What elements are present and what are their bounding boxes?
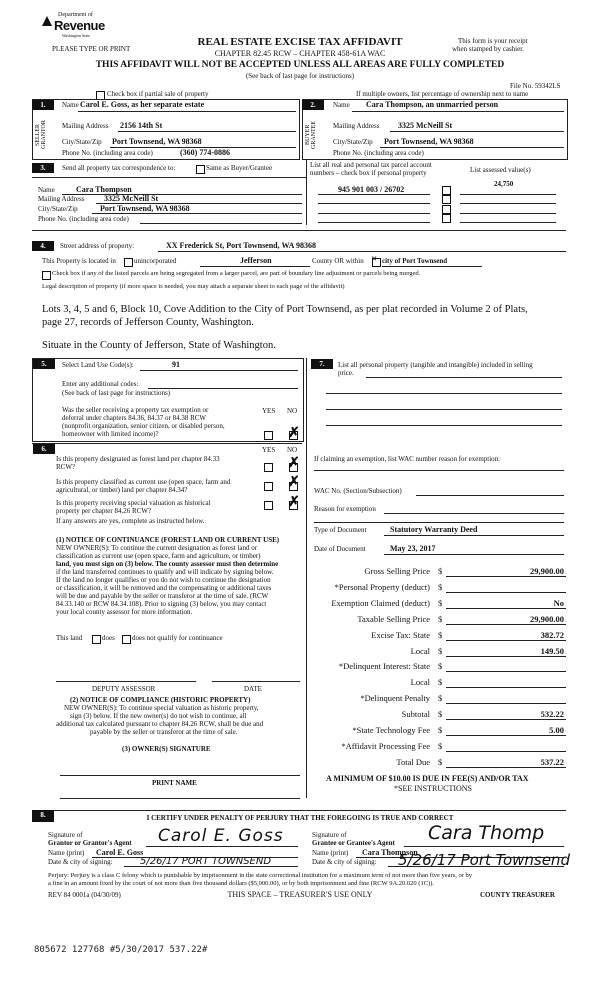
rev-number: REV 84 0001a (04/30/09) <box>48 891 121 899</box>
wac-number-label: WAC No. (Section/Subsection) <box>314 487 402 495</box>
buyer-name-value[interactable]: Cara Thompson, an unmarried person <box>366 100 499 109</box>
fee-value[interactable]: 537.22 <box>540 757 564 767</box>
exemption-yes-checkbox[interactable] <box>264 431 273 440</box>
print-name-label: PRINT NAME <box>152 779 197 787</box>
seller-city-value[interactable]: Port Townsend, WA 98368 <box>112 137 202 146</box>
notice-continuance-line-2: classification as current use (open space, farm and agriculture, or timber) <box>56 552 261 560</box>
notice-continuance-line-6: or classification, it will be removed and the compensating or additional taxes <box>56 584 272 592</box>
fee-dollar-sign: $ <box>438 757 443 767</box>
fee-dollar-sign: $ <box>438 630 443 640</box>
correspondence-phone-label: Phone No. (including area code) <box>38 215 129 223</box>
fee-label: *Delinquent Interest: State <box>338 661 430 671</box>
fee-dollar-sign: $ <box>438 582 443 592</box>
current-use-question-b: agricultural, or timber) land per chapter 84.34? <box>56 486 188 494</box>
section-5-see-back: (See back of last page for instructions) <box>62 389 171 397</box>
grantor-date-city-label: Date & city of signing: <box>48 858 113 866</box>
land-does-label-1: This land <box>56 634 83 642</box>
section-5-yes-header: YES <box>262 407 276 415</box>
fee-value[interactable]: No <box>553 598 564 608</box>
forest-question-a: Is this property designated as forest land per chapter 84.33 <box>56 455 220 463</box>
fee-dollar-sign: $ <box>438 566 443 576</box>
grantee-signature-of: Signature of <box>312 831 347 839</box>
section-5-no-header: NO <box>287 407 298 415</box>
see-instructions-notice: *SEE INSTRUCTIONS <box>394 784 473 793</box>
logo-state: Washington State <box>62 33 91 38</box>
fee-dollar-sign: $ <box>438 693 443 703</box>
file-number: File No. 59342LS <box>510 82 561 90</box>
current-use-no-check-icon: ✗ <box>288 475 300 490</box>
county-treasurer-label: COUNTY TREASURER <box>480 891 555 899</box>
historic-yes-checkbox[interactable] <box>264 501 273 510</box>
multiple-owners-label: If multiple owners, list percentage of ownership next to name <box>356 90 529 98</box>
assessed-value[interactable]: 24,750 <box>494 180 514 188</box>
fee-label: *Personal Property (deduct) <box>334 582 430 592</box>
current-use-question-a: Is this property classified as current use (open space, farm and <box>56 478 231 486</box>
notice-continuance-line-8: 84.33.140 or RCW 84.34.108). Prior to signing (3) below, you may contact <box>56 600 267 608</box>
located-in-label: This Property is located in <box>42 257 116 265</box>
document-type-label: Type of Document <box>314 526 367 534</box>
notice-continuance-line-9: your local county assessor for more information. <box>56 608 193 616</box>
notice-continuance-line-5: If the land no longer qualifies or you do not wish to continue the designation <box>56 576 271 584</box>
section-4-label: 4. <box>32 241 54 251</box>
seller-mailing-label: Mailing Address <box>62 122 109 130</box>
grantee-signature[interactable]: Cara Thomp <box>428 822 545 844</box>
unincorporated-checkbox[interactable] <box>124 258 133 267</box>
forest-no-check-icon: ✗ <box>288 456 300 471</box>
correspondence-mailing-label: Mailing Address <box>38 195 85 203</box>
fee-dollar-sign: $ <box>438 725 443 735</box>
please-type-text: PLEASE TYPE OR PRINT <box>52 45 131 53</box>
certify-statement: I CERTIFY UNDER PENALTY OF PERJURY THAT THE FOREGOING IS TRUE AND CORRECT <box>146 814 454 822</box>
grantee-date-city-label: Date & city of signing: <box>312 858 377 866</box>
section-2-label: 2. <box>302 100 324 110</box>
revenue-logo <box>40 12 105 38</box>
form-warning: THIS AFFIDAVIT WILL NOT BE ACCEPTED UNLESS ALL AREAS ARE FULLY COMPLETED <box>95 60 505 70</box>
parcel-4-personal-checkbox[interactable] <box>442 214 451 223</box>
partial-sale-label: Check box if partial sale of property <box>107 90 209 98</box>
notice-compliance-line-4: payable by the seller or transferor at the time of sale. <box>90 728 238 736</box>
fee-dollar-sign: $ <box>438 614 443 624</box>
correspondence-label: Send all property tax correspondence to: <box>62 164 176 172</box>
fee-label: *Affidavit Processing Fee <box>341 741 430 751</box>
exemption-no-check-icon: ✗ <box>288 426 300 441</box>
receipt-note-1: This form is your receipt <box>458 37 528 45</box>
personal-property-label-1: List all personal property (tangible and intangible) included in selling <box>338 361 533 369</box>
notice-continuance-line-3: land, you must sign on (3) below. The county assessor must then determine <box>56 560 279 568</box>
fee-value[interactable]: 29,900.00 <box>530 614 564 624</box>
fee-dollar-sign: $ <box>438 661 443 671</box>
minimum-fee-notice: A MINIMUM OF $10.00 IS DUE IN FEE(S) AND/OR TAX <box>326 774 529 783</box>
land-use-label: Select Land Use Code(s): <box>62 361 134 369</box>
form-chapter: CHAPTER 82.45 RCW – CHAPTER 458-61A WAC <box>214 49 386 58</box>
seller-mailing-value[interactable]: 2156 14th St <box>120 121 163 130</box>
seller-phone-label: Phone No. (including area code) <box>62 149 153 157</box>
see-back-text: (See back of last page for instructions) <box>245 72 355 80</box>
grantee-name-print-value[interactable]: Cara Thompson <box>362 848 418 857</box>
land-does-checkbox[interactable] <box>92 635 101 644</box>
buyer-mailing-value[interactable]: 3325 McNeill St <box>398 121 453 130</box>
grantee-agent-label: Grantee or Grantee's Agent <box>312 839 395 847</box>
document-date-label: Date of Document <box>314 545 366 553</box>
grantor-handwritten-date-city[interactable]: 5/26/17 PORT TOWNSEND <box>140 856 272 867</box>
legal-description-label: Legal description of property (if more space is needed, you may attach a separate sheet to each page of the affidavit) <box>42 283 345 290</box>
section-7-label: 7. <box>311 359 333 369</box>
notice-compliance-line-1: NEW OWNER(S): To continue special valuation as historic property, <box>64 704 259 712</box>
forest-yes-checkbox[interactable] <box>264 463 273 472</box>
fee-label: Excise Tax: State <box>371 630 430 640</box>
seller-side-label: SELLER GRANTOR <box>35 120 47 150</box>
fee-label: *State Technology Fee <box>352 725 430 735</box>
fee-label: Local <box>410 646 430 656</box>
fee-label: Taxable Selling Price <box>357 614 430 624</box>
perjury-line-1: Perjury: Perjury is a class C felony which is punishable by imprisonment in the state correctional institution for a maximum term of not more than five years, or by <box>48 872 473 879</box>
historic-no-check-icon: ✗ <box>288 495 300 510</box>
parcel-2-personal-checkbox[interactable] <box>442 195 451 204</box>
grantor-name-print-value[interactable]: Carol E. Goss <box>96 848 144 857</box>
grantor-signature-of: Signature of <box>48 831 83 839</box>
section-6-label: 6. <box>33 444 55 454</box>
grantor-agent-label: Grantor or Grantor's Agent <box>48 839 132 847</box>
fee-value[interactable]: 149.50 <box>540 646 564 656</box>
assessed-header: List assessed value(s) <box>470 166 531 174</box>
section-6-yes-header: YES <box>262 446 276 454</box>
county-value[interactable]: Jefferson <box>240 256 272 265</box>
fee-label: Gross Selling Price <box>364 566 430 576</box>
buyer-side-label: BUYER GRANTEE <box>305 121 317 149</box>
notice-compliance-line-2: sign (3) below. If the new owner(s) do not wish to continue, all <box>70 712 247 720</box>
historic-question-a: Is this property receiving special valuation as historical <box>56 499 211 507</box>
correspondence-mailing-value[interactable]: 3325 McNeill St <box>104 194 159 203</box>
section-8-label: 8. <box>32 810 54 822</box>
section-3-label: 3. <box>32 163 54 173</box>
correspondence-city-value[interactable]: Port Townsend, WA 98368 <box>100 204 190 213</box>
seller-name-label: Name <box>62 101 79 109</box>
land-use-value[interactable]: 91 <box>172 360 180 369</box>
document-type-value[interactable]: Statutory Warranty Deed <box>390 525 478 534</box>
seller-phone-value[interactable]: (360) 774-0886 <box>180 148 230 157</box>
receipt-note-2: when stamped by cashier. <box>452 45 524 53</box>
logo-department: Department of <box>58 12 93 18</box>
fee-dollar-sign: $ <box>438 741 443 751</box>
exemption-question-line-1: Was the seller receiving a property tax exemption or <box>62 406 209 414</box>
fee-label: *Delinquent Penalty <box>360 693 430 703</box>
seller-name-value[interactable]: Carol E. Goss, as her separate estate <box>80 100 205 109</box>
section-1-label: 1. <box>32 100 54 110</box>
fee-dollar-sign: $ <box>438 677 443 687</box>
grantor-name-print-label: Name (print) <box>48 849 85 857</box>
additional-codes-label: Enter any additional codes: <box>62 380 139 388</box>
land-does-not-label: does not qualify for continuance <box>132 634 223 642</box>
parcel-header-1: List all real and personal tax parcel account <box>310 161 432 169</box>
section-6-no-header: NO <box>287 446 298 454</box>
exemption-wac-label: If claiming an exemption, list WAC number reason for exemption: <box>314 455 501 463</box>
perjury-line-2: a fine in an amount fixed by the court of not more than five thousand dollars ($5,000.00), or by both imprisonment and fine (RCW 9A.20.020 (1C)). <box>48 880 435 887</box>
form-title: REAL ESTATE EXCISE TAX AFFIDAVIT <box>197 36 403 48</box>
buyer-phone-label: Phone No. (including area code) <box>333 149 424 157</box>
owner-signature-label: (3) OWNER(S) SIGNATURE <box>122 745 211 753</box>
fee-label: Subtotal <box>401 709 430 719</box>
parcel-1-personal-checkbox[interactable] <box>442 186 451 195</box>
fee-value[interactable]: 5.00 <box>549 725 564 735</box>
unincorporated-label: unincorporated <box>134 257 177 265</box>
fee-dollar-sign: $ <box>438 709 443 719</box>
land-does-not-checkbox[interactable] <box>122 635 131 644</box>
fee-value[interactable]: 382.72 <box>540 630 564 640</box>
segregated-checkbox[interactable] <box>42 271 51 280</box>
reason-exemption-label: Reason for exemption <box>314 505 376 513</box>
notice-continuance-line-7: will be due and payable by the seller or transferor at the time of sale. (RCW <box>56 592 269 600</box>
land-does-label-2: does <box>102 634 115 642</box>
treasurer-use-only: THIS SPACE – TREASURER'S USE ONLY <box>227 890 373 899</box>
buyer-mailing-label: Mailing Address <box>333 122 380 130</box>
any-yes-note: If any answers are yes, complete as instructed below. <box>56 517 205 525</box>
notice-compliance-line-3: additional tax calculated pursuant to chapter 84.26 RCW, shall be due and <box>56 720 264 728</box>
parcel-number-value[interactable]: 945 901 003 / 26702 <box>338 185 405 194</box>
correspondence-name-value[interactable]: Cara Thompson <box>76 185 132 194</box>
assessor-date-label: DATE <box>244 685 262 693</box>
grantee-name-print-label: Name (print) <box>312 849 349 857</box>
logo-name: Revenue <box>54 18 105 33</box>
personal-property-label-2: price. <box>338 369 354 377</box>
city-of-value[interactable]: city of Port Townsend <box>382 257 448 265</box>
seller-city-label: City/State/Zip <box>62 138 102 146</box>
fee-label: Exemption Claimed (deduct) <box>331 598 430 608</box>
street-address-label: Street address of property: <box>60 242 135 250</box>
buyer-city-value[interactable]: Port Townsend, WA 98368 <box>384 137 474 146</box>
segregated-label: Check box if any of the listed parcels are being segregated from a larger parcel, are part of boundary line adjustment or parcels being merged. <box>52 270 421 277</box>
same-as-buyer-label: Same as Buyer/Grantee <box>206 164 273 172</box>
parcel-header-2: numbers – check box if personal property <box>310 169 427 177</box>
exemption-question-line-2: deferral under chapters 84.36, 84.37 or 84.38 RCW <box>62 414 207 422</box>
fee-label: Local <box>410 677 430 687</box>
street-address-value[interactable]: XX Frederick St, Port Townsend, WA 98368 <box>166 241 316 250</box>
county-or-within-label: County OR within <box>312 257 364 265</box>
fee-label: Total Due <box>396 757 430 767</box>
correspondence-city-label: City/State/Zip <box>38 205 78 213</box>
current-use-yes-checkbox[interactable] <box>264 482 273 491</box>
document-date-value[interactable]: May 23, 2017 <box>390 544 436 553</box>
forest-question-b: RCW? <box>56 463 76 471</box>
legal-description-line-3[interactable]: Situate in the County of Jefferson, State of Washington. <box>42 340 276 351</box>
legal-description-line-2[interactable]: page 27, records of Jefferson County, Washington. <box>42 317 254 328</box>
logo-emblem-icon <box>40 14 54 28</box>
grantee-handwritten-date-city[interactable]: 5/26/17 Port Townsend <box>398 851 570 869</box>
fee-value[interactable]: 532.22 <box>540 709 564 719</box>
deputy-assessor-label: DEPUTY ASSESSOR <box>92 685 156 693</box>
legal-description-line-1[interactable]: Lots 3, 4, 5 and 6, Block 10, Cove Addition to the City of Port Townsend, as per plat recorded in Volume 2 of Plats, <box>42 304 528 315</box>
grantor-signature[interactable]: Carol E. Goss <box>158 826 284 846</box>
buyer-name-label: Name <box>333 101 350 109</box>
parcel-3-personal-checkbox[interactable] <box>442 205 451 214</box>
correspondence-name-label: Name <box>38 186 55 194</box>
notice-continuance-line-4: if the land transferred continues to qualify and will indicate by signing below. <box>56 568 274 576</box>
exemption-question-line-3: (nonprofit organization, senior citizen, or disabled person, <box>62 422 225 430</box>
fee-dollar-sign: $ <box>438 598 443 608</box>
historic-question-b: property per chapter 84.26 RCW? <box>56 507 152 515</box>
fee-value[interactable]: 29,900.00 <box>530 566 564 576</box>
city-checked-mark-icon: × <box>371 253 378 265</box>
exemption-question-line-4: homeowner with limited income)? <box>62 430 159 438</box>
notice-continuance-title: (1) NOTICE OF CONTINUANCE (FOREST LAND OR CURRENT USE) <box>56 536 280 544</box>
notice-continuance-line-1: NEW OWNER(S): To continue the current designation as forest land or <box>56 544 258 552</box>
section-5-label: 5. <box>33 359 55 369</box>
notice-compliance-title: (2) NOTICE OF COMPLIANCE (HISTORIC PROPERTY) <box>70 696 251 704</box>
treasurer-stamp: 805672 127768 #5/30/2017 537.22# <box>34 945 208 955</box>
same-as-buyer-checkbox[interactable] <box>196 165 205 174</box>
fee-dollar-sign: $ <box>438 646 443 656</box>
buyer-city-label: City/State/Zip <box>333 138 373 146</box>
